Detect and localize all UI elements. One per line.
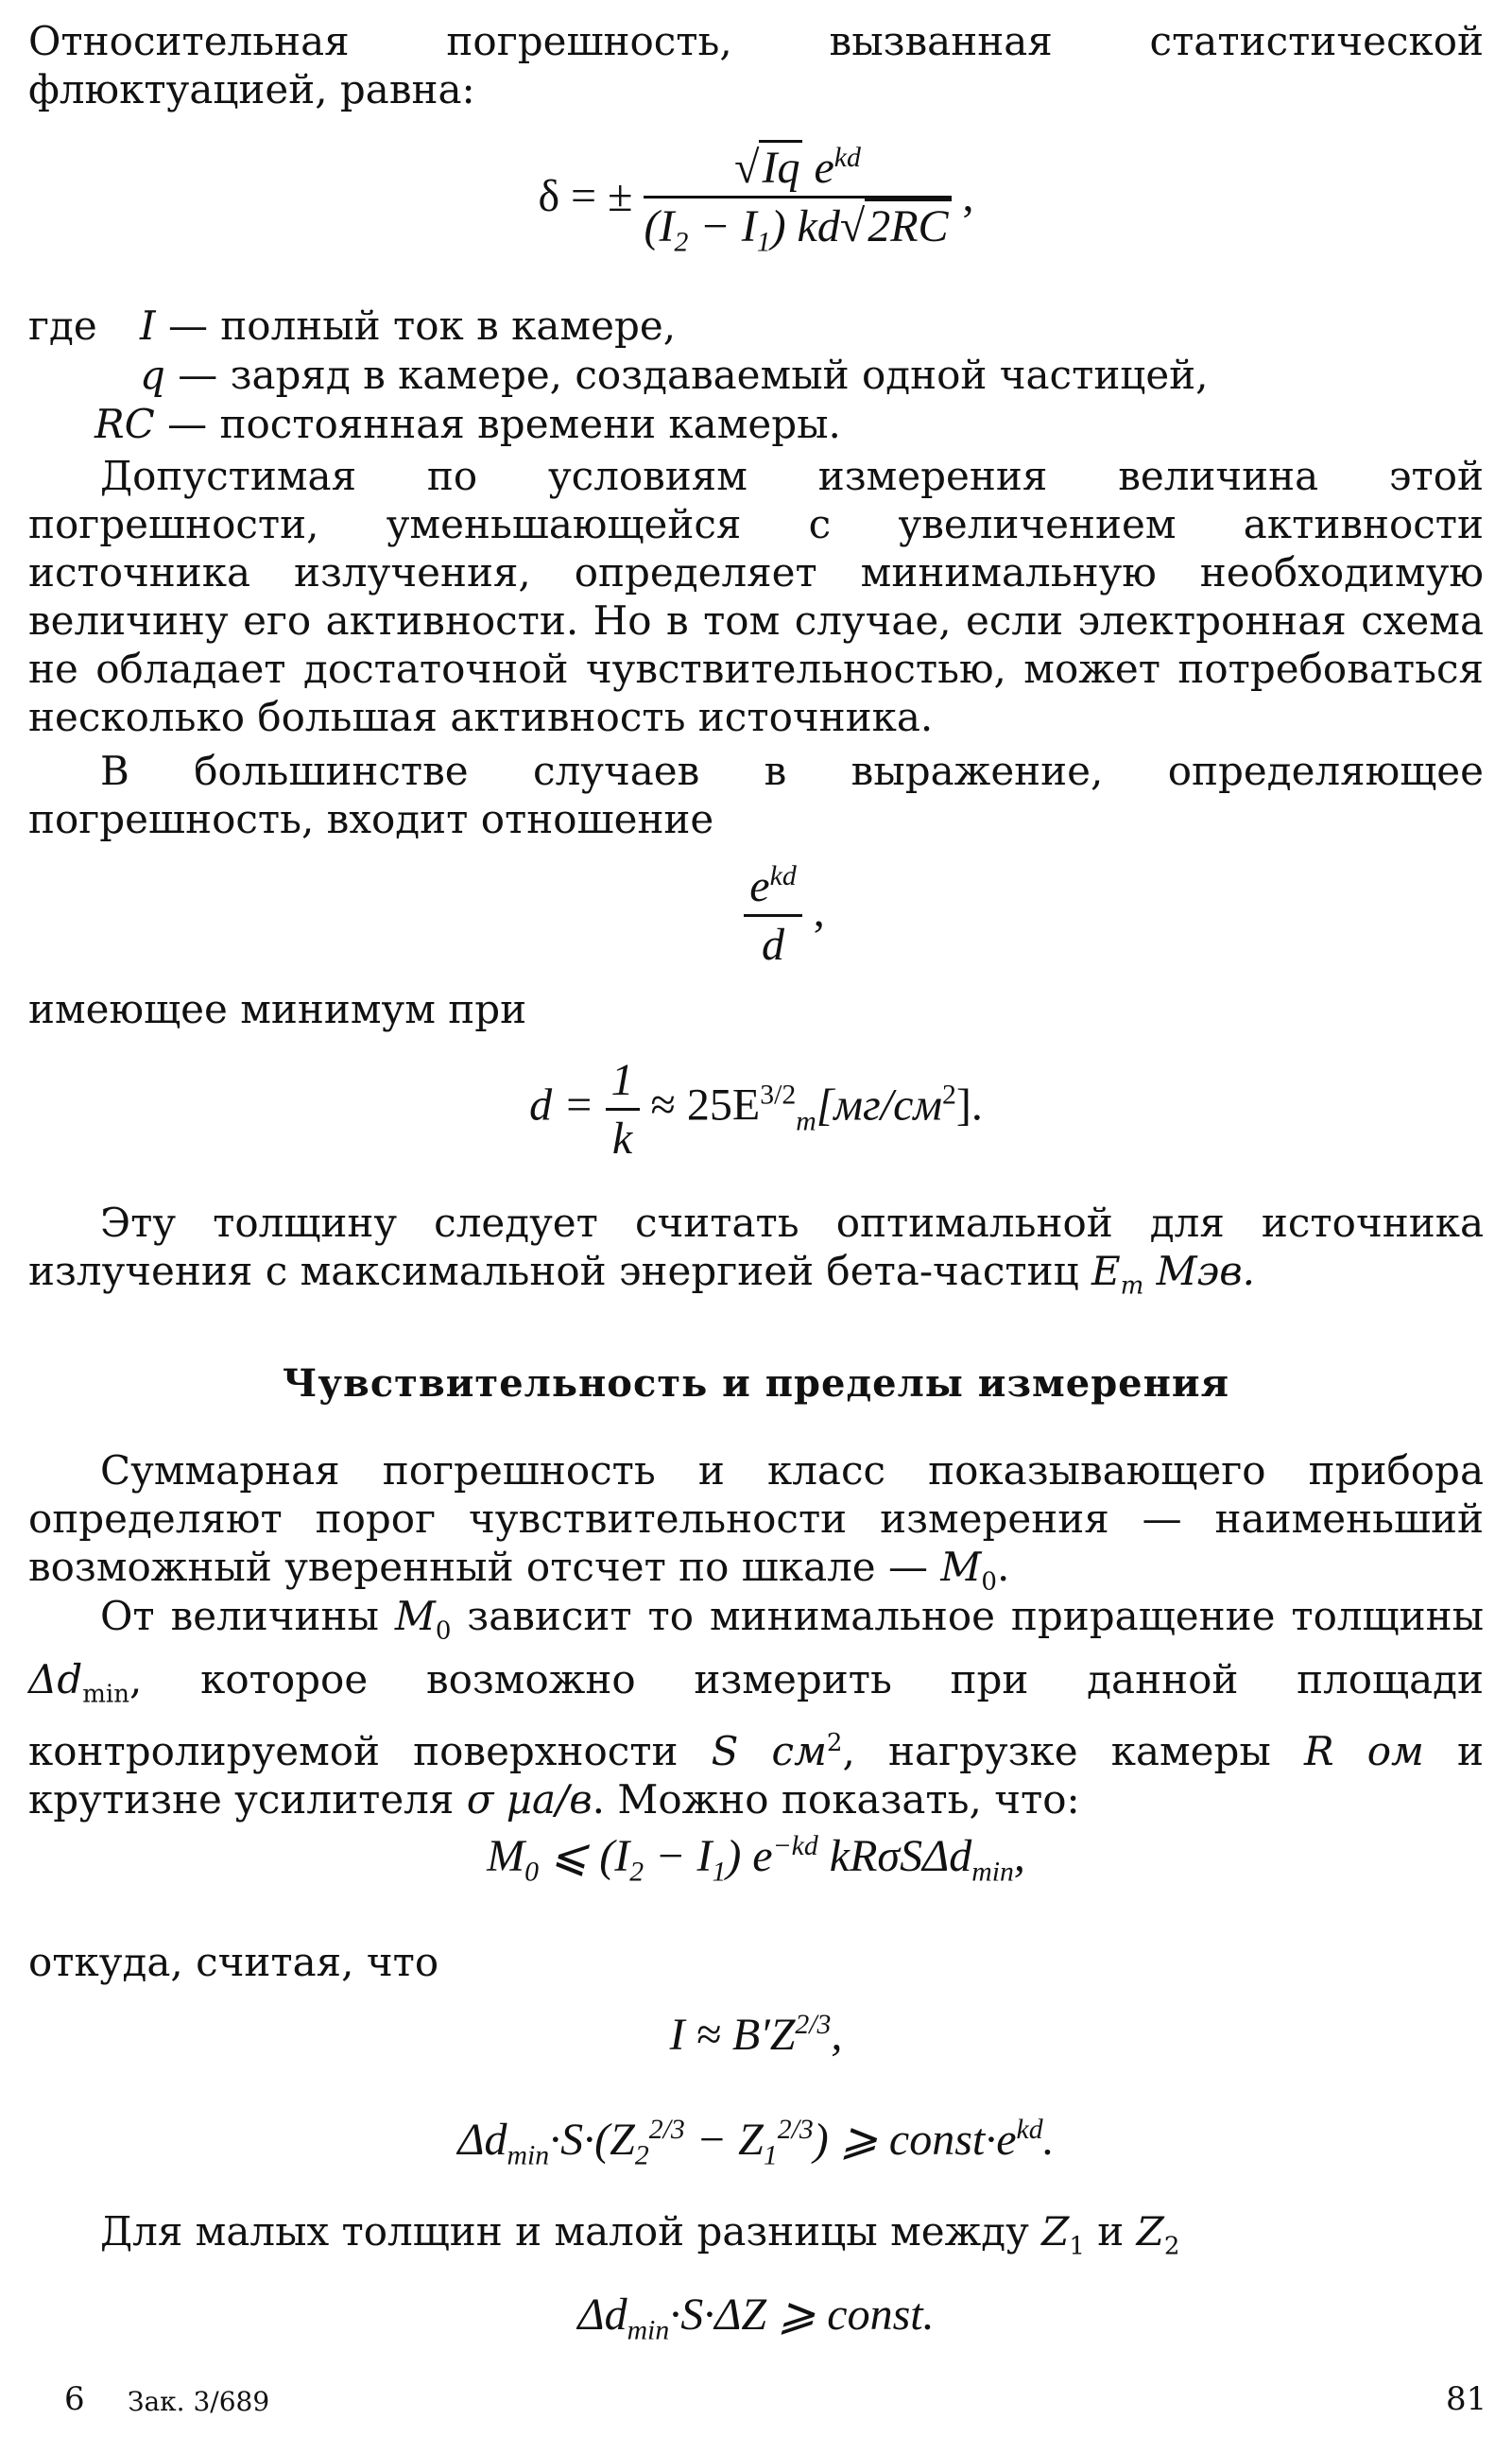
inc-text-c: , которое возможно измерить при данной площади контролируемой поверхности <box>28 1656 1484 1774</box>
ratio-e: e <box>749 861 770 911</box>
ratio-fraction <box>744 860 801 971</box>
thickness-sup: 3/2 <box>760 1079 797 1111</box>
where-label: где <box>28 302 97 349</box>
root-2rc: 2RC <box>865 199 951 251</box>
ratio-denominator: d <box>762 920 784 971</box>
f4-e-sub: min <box>971 1856 1014 1888</box>
paragraph-increment <box>28 1592 1484 1823</box>
symbol-m0-sub: 0 <box>981 1567 997 1597</box>
f7-a-sub: min <box>627 2314 670 2346</box>
symbol-z1: Z <box>1041 2208 1070 2255</box>
inc-text-b: зависит то минимальное приращение толщины <box>451 1593 1484 1639</box>
f7-b: ·S·ΔZ ⩾ const. <box>669 2290 935 2340</box>
f4-end: , <box>1013 1831 1025 1881</box>
section-heading: Чувствительность и пределы измерения <box>282 1361 1230 1406</box>
root-iq: Iq <box>759 140 802 193</box>
exp-base: e <box>814 143 834 193</box>
inc-dd: Δd <box>28 1656 83 1703</box>
symbol-i: I <box>140 302 156 349</box>
formula-comma: , <box>962 171 974 222</box>
fraction-numerator: √Iq $e^{kd}$ <box>644 142 951 199</box>
f6-a-sub: min <box>507 2139 550 2171</box>
f6-end: . <box>1042 2115 1055 2165</box>
symbol-z2-sub: 2 <box>1163 2232 1180 2261</box>
paragraph-minimum-text: имеющее минимум при <box>28 986 527 1032</box>
paragraph-minimum <box>28 985 1484 1033</box>
f7-a: Δd <box>577 2290 627 2340</box>
thickness-numerator: 1 <box>606 1054 640 1111</box>
f6-d-sup: kd <box>1016 2114 1043 2145</box>
paragraph-permissible-text: Допустимая по условиям измерения величина этой погрешности, уменьшающейся с увеличением активности источника излучения, определяет минимальную необходимую величину его активности. Но в том случае, если электронная схема не обладает достаточной чувствительностью, может потребоваться несколько большая активность источника. <box>28 453 1484 740</box>
thickness-unit: [мг/см <box>816 1080 943 1131</box>
f4-c: − I <box>644 1831 713 1881</box>
symbol-m0: M <box>940 1544 982 1590</box>
ratio-comma: , <box>813 886 825 937</box>
footer-order-number: Зак. 3/689 <box>128 2386 270 2417</box>
inc-dd-sub: min <box>82 1680 129 1709</box>
paragraph-threshold-text: Суммарная погрешность и класс показывающего прибора определяют порог чувствительности измерения — наименьший возможный уверенный отсчет по шкале — <box>28 1447 1484 1590</box>
f4-e: kRσSΔd <box>817 1831 972 1881</box>
paragraph-optimal <box>28 1199 1484 1310</box>
f6-d: ) ⩾ const·e <box>813 2115 1017 2165</box>
thickness-approx: ≈ 25E <box>650 1080 761 1131</box>
inc-m0: M <box>394 1593 436 1639</box>
formula-fraction <box>644 142 951 259</box>
inc-s-sup: 2 <box>826 1728 843 1757</box>
symbol-em-sub: m <box>1120 1271 1144 1301</box>
paragraph-ratio-text: В большинстве случаев в выражение, определяющее погрешность, входит отношение <box>28 748 1484 842</box>
symbol-rc: RC <box>94 401 155 447</box>
f6-a: Δd <box>457 2115 507 2165</box>
formula-final <box>0 2288 1512 2347</box>
inc-m0-sub: 0 <box>435 1616 452 1646</box>
inc-sigma: σ μа/в <box>466 1775 593 1823</box>
den-sub-1: 1 <box>756 226 771 258</box>
symbol-z2: Z <box>1136 2208 1164 2255</box>
unit-mev: Мэв. <box>1143 1248 1256 1294</box>
where-line-rc <box>94 401 841 447</box>
inc-text-e: и крутизне усилителя <box>28 1727 1484 1823</box>
where-text-rc: — постоянная времени камеры. <box>154 401 841 447</box>
thickness-fraction <box>606 1054 640 1165</box>
f4-d: ) e <box>726 1831 773 1881</box>
inc-r: R ом <box>1304 1727 1424 1774</box>
formula-current-approx <box>0 2009 1512 2061</box>
where-text-q: — заряд в камере, создаваемый одной частицей, <box>164 352 1209 398</box>
inc-text-d: , нагрузке камеры <box>842 1727 1304 1774</box>
threshold-end: . <box>996 1544 1010 1590</box>
paragraph-permissible <box>28 452 1484 741</box>
f4-d-sup: −kd <box>772 1830 818 1861</box>
paragraph-whence-text: откуда, считая, что <box>28 1939 439 1985</box>
symbol-em: E <box>1091 1248 1121 1294</box>
den-part-a: (I <box>644 201 675 252</box>
f4-a-sub: 0 <box>524 1856 539 1888</box>
f5-a: I ≈ B′Z <box>669 2010 796 2060</box>
den-part-b: − I <box>688 201 757 252</box>
symbol-q: q <box>140 352 165 398</box>
paragraph-intro <box>28 17 1484 113</box>
paragraph-intro-text: Относительная погрешность, вызванная статистической флюктуацией, равна: <box>28 18 1484 112</box>
f6-c-sub: 1 <box>763 2139 778 2171</box>
paragraph-threshold <box>28 1446 1484 1606</box>
page-number: 81 <box>1446 2380 1487 2418</box>
f5-end: , <box>831 2010 843 2060</box>
small-text-b: и <box>1084 2208 1137 2255</box>
paragraph-whence <box>28 1938 1484 1986</box>
f4-b-sub: 2 <box>629 1856 644 1888</box>
where-line-i <box>140 302 676 349</box>
thickness-end: ]. <box>955 1080 983 1131</box>
where-line-q <box>140 352 1209 398</box>
f4-b: ⩽ (I <box>539 1831 630 1881</box>
f6-c: − Z <box>684 2115 764 2165</box>
footer-signature: 6 <box>64 2380 85 2418</box>
f6-c-sup: 2/3 <box>777 2114 814 2145</box>
inc-text-f: . Можно показать, что: <box>592 1775 1080 1823</box>
small-text-a: Для малых толщин и малой разницы между <box>100 2208 1042 2255</box>
f6-b-sub: 2 <box>634 2139 649 2171</box>
ratio-exp: kd <box>769 860 797 891</box>
paragraph-ratio <box>28 747 1484 843</box>
fraction-denominator: $(I_2 - I_1)$ kd√2RC <box>644 199 951 259</box>
den-sub-2: 2 <box>674 226 689 258</box>
formula-optimal-thickness <box>0 1054 1512 1165</box>
thickness-sub: m <box>796 1105 816 1137</box>
formula-lhs: δ = ± <box>538 171 633 222</box>
exp-power: kd <box>833 142 861 173</box>
f4-a: M <box>487 1831 525 1881</box>
thickness-lhs: d = <box>529 1080 594 1131</box>
paragraph-small-thickness <box>28 2207 1484 2271</box>
paragraph-optimal-text: Эту толщину следует считать оптимальной для источника излучения с максимальной энергией бета-частиц <box>28 1200 1484 1294</box>
formula-dd-inequality <box>0 2113 1512 2172</box>
f6-b-sup: 2/3 <box>648 2114 685 2145</box>
f4-c-sub: 1 <box>712 1856 727 1888</box>
symbol-z1-sub: 1 <box>1069 2232 1085 2261</box>
inc-text-a: От величины <box>100 1593 395 1639</box>
formula-relative-error <box>0 142 1512 259</box>
where-text-i: — полный ток в камере, <box>155 302 677 349</box>
inc-s: S см <box>711 1727 827 1774</box>
formula-ratio <box>28 860 1512 971</box>
formula-m0-inequality <box>0 1829 1512 1889</box>
f5-sup: 2/3 <box>795 2009 832 2040</box>
den-part-c: ) kd <box>770 201 840 252</box>
f6-b: ·S·(Z <box>549 2115 635 2165</box>
ratio-numerator <box>744 860 801 917</box>
thickness-unit-sup: 2 <box>942 1079 956 1111</box>
thickness-denominator: k <box>611 1114 633 1165</box>
